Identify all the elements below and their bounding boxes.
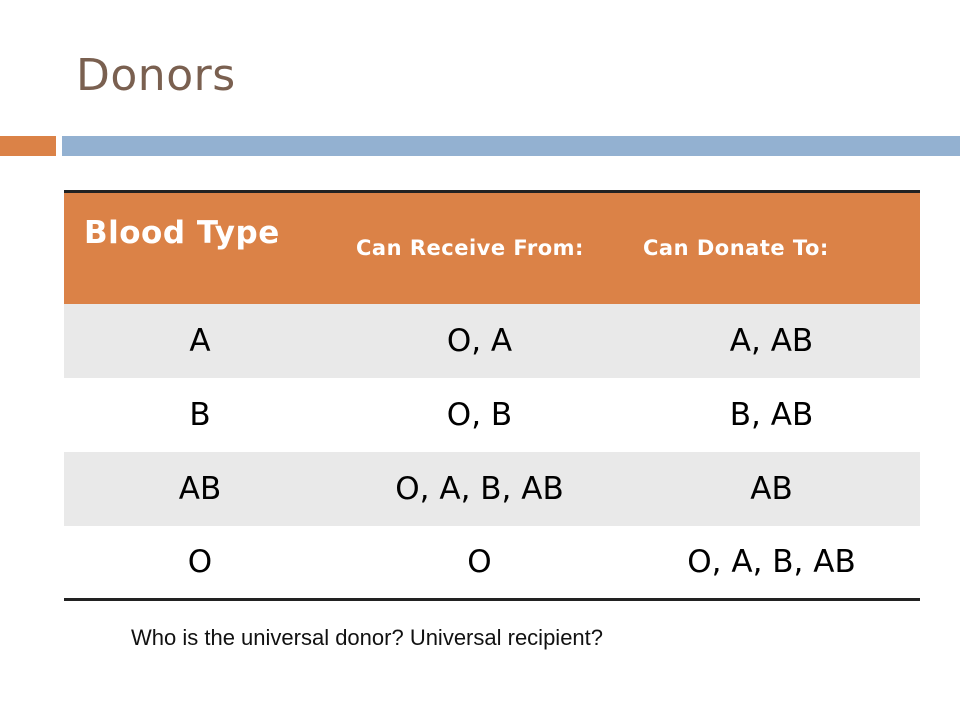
cell-can-receive-from: O [467, 543, 492, 580]
blood-type-table [64, 190, 920, 601]
cell-can-donate-to: B, AB [729, 396, 814, 433]
cell-can-receive-from: O, B [446, 396, 513, 433]
cell-can-receive-from: O, A [446, 322, 513, 359]
cell-can-donate-to: A, AB [729, 322, 814, 359]
table-row [64, 304, 920, 378]
header-can-receive-from: Can Receive From: [356, 236, 584, 261]
table-row [64, 526, 920, 600]
accent-bar-orange [0, 136, 56, 156]
header-blood-type: Blood Type [84, 215, 280, 252]
cell-can-donate-to: AB [750, 470, 793, 507]
cell-blood-type: AB [178, 470, 222, 507]
slide-title: Donors [76, 50, 236, 101]
accent-bar-blue [62, 136, 960, 156]
cell-blood-type: B [189, 396, 211, 433]
cell-blood-type: O [187, 543, 213, 580]
header-can-donate-to: Can Donate To: [643, 236, 829, 261]
question-caption: Who is the universal donor? Universal recipient? [131, 625, 604, 650]
cell-blood-type: A [189, 322, 211, 359]
table-row [64, 452, 920, 526]
table-header-row [64, 192, 920, 304]
table-row [64, 378, 920, 452]
cell-can-donate-to: O, A, B, AB [687, 543, 856, 580]
cell-can-receive-from: O, A, B, AB [395, 470, 564, 507]
